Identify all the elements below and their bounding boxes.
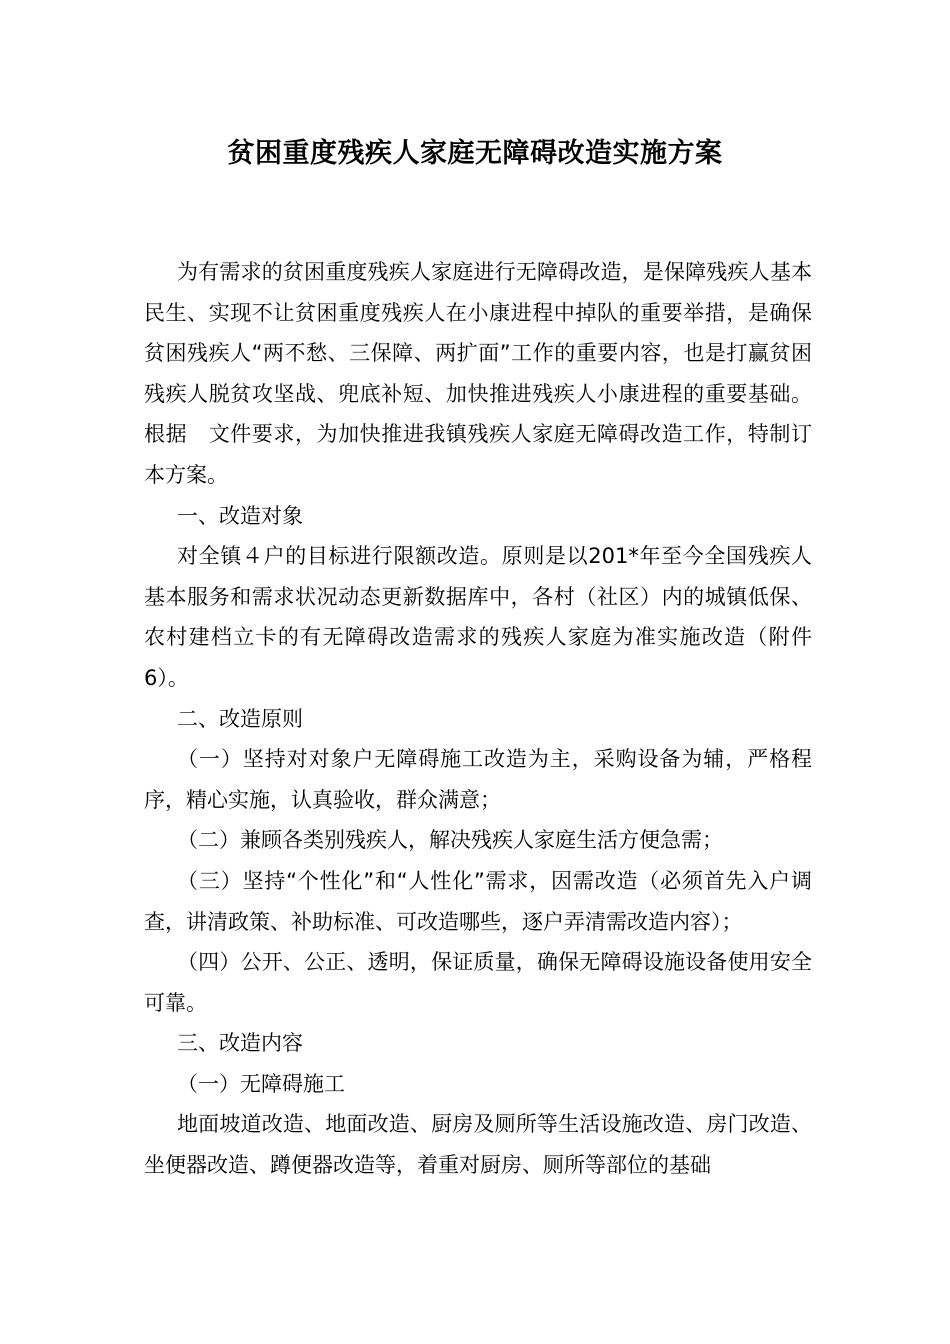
paragraph-principle-1: （一）坚持对对象户无障碍施工改造为主，采购设备为辅，严格程序，精心实施，认真验收，群众满意； — [144, 747, 812, 812]
paragraph-targets: 对全镇４户的目标进行限额改造。原则是以201*年至今全国残疾人基本服务和需求状况动态更新数据库中，各村（社区）内的城镇低保、农村建档立卡的有无障碍改造需求的残疾人家庭为准实施改造（附件6）。 — [144, 544, 812, 690]
document-title: 贫困重度残疾人家庭无障碍改造实施方案 — [227, 138, 723, 169]
subsection-heading-construction: （一）无障碍施工 — [177, 1071, 345, 1096]
section-heading-content: 三、改造内容 — [177, 1031, 303, 1056]
paragraph-construction: 地面坡道改造、地面改造、厨房及厕所等生活设施改造、房门改造、坐便器改造、蹲便器改造等，着重对厨房、厕所等部位的基础 — [144, 1112, 812, 1178]
section-heading-principles: 二、改造原则 — [177, 706, 303, 731]
paragraph-principle-3: （三）坚持“个性化”和“人性化”需求，因需改造（必须首先入户调查，讲清政策、补助标准、可改造哪些，逐户弄清需改造内容）； — [144, 868, 812, 934]
document-body — [144, 252, 812, 1186]
paragraph-intro: 为有需求的贫困重度残疾人家庭进行无障碍改造，是保障残疾人基本民生、实现不让贫困重度残疾人在小康进程中掉队的重要举措，是确保贫困残疾人“两不愁、三保障、两扩面”工作的重要内容，也是打赢贫困残疾人脱贫攻坚战、兜底补短、加快推进残疾人小康进程的重要基础。根据 文件要求，为加快推进我镇残疾人家庭无障碍改造工作，特制订本方案。 — [144, 260, 812, 487]
paragraph-principle-4: （四）公开、公正、透明，保证质量，确保无障碍设施设备使用安全可靠。 — [144, 950, 812, 1015]
paragraph-principle-2: （二）兼顾各类别残疾人，解决残疾人家庭生活方便急需； — [177, 828, 723, 853]
section-heading-targets: 一、改造对象 — [177, 503, 303, 528]
